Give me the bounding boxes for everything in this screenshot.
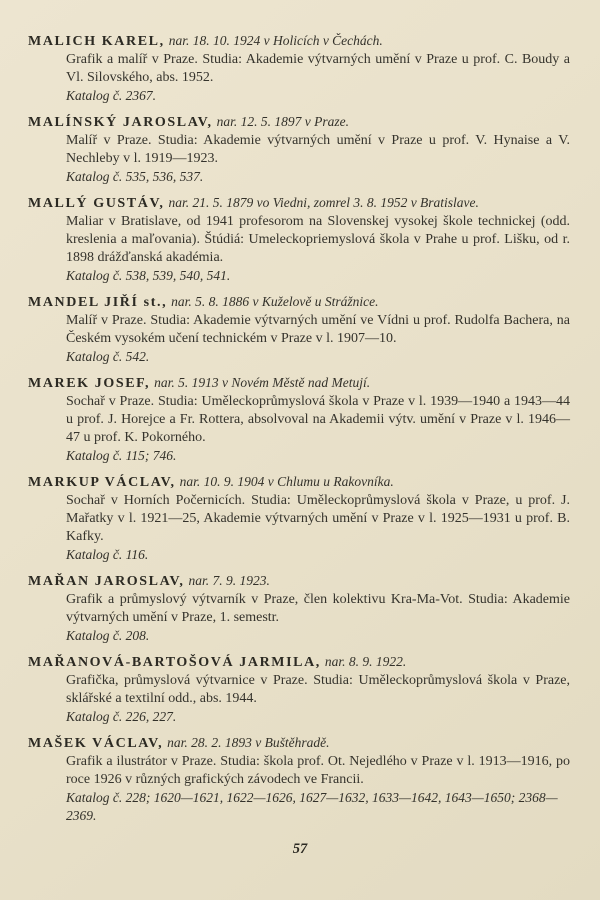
birth-detail: nar. 21. 5. 1879 vo Viedni, zomrel 3. 8. 1952 v Bratislave. xyxy=(168,195,479,210)
catalog-entry xyxy=(28,652,570,726)
entry-header xyxy=(28,472,570,492)
entry-body: Maliar v Bratislave, od 1941 profesorom na Slovenskej vysokej škole technickej (odd. kreslenia a maľovania). Štúdiá: Umeleckopriemyslová škola v Prahe u prof. Lišku, od r. 1898 drážďanská akadémia. xyxy=(66,214,570,265)
artist-name: MALÍNSKÝ JAROSLAV, xyxy=(28,115,213,130)
birth-detail: nar. 5. 1913 v Novém Městě nad Metují. xyxy=(154,375,371,390)
birth-detail: nar. 18. 10. 1924 v Holicích v Čechách. xyxy=(168,33,383,48)
birth-detail: nar. 7. 9. 1923. xyxy=(188,573,270,588)
catalog-reference: Katalog č. 538, 539, 540, 541. xyxy=(66,268,231,283)
entry-header xyxy=(28,193,570,213)
artist-name: MARKUP VÁCLAV, xyxy=(28,475,176,490)
entry-header xyxy=(28,373,570,393)
catalog-reference: Katalog č. 208. xyxy=(66,628,150,643)
artist-name: MAŘAN JAROSLAV, xyxy=(28,574,185,589)
entry-body: Grafik a malíř v Praze. Studia: Akademie výtvarných umění v Praze u prof. C. Boudy a Vl. Silovského, abs. 1952. xyxy=(66,52,570,85)
artist-name: MALICH KAREL, xyxy=(28,34,165,49)
entry-header xyxy=(28,733,570,753)
birth-detail: nar. 12. 5. 1897 v Praze. xyxy=(216,114,350,129)
catalog-reference: Katalog č. 542. xyxy=(66,349,150,364)
catalog-entry xyxy=(28,733,570,825)
entry-body: Malíř v Praze. Studia: Akademie výtvarných umění v Praze u prof. V. Hynaise a V. Nechleby v l. 1919—1923. xyxy=(66,133,570,166)
catalog-reference: Katalog č. 115; 746. xyxy=(66,448,177,463)
entry-body: Grafik a ilustrátor v Praze. Studia: škola prof. Ot. Nejedlého v Praze v l. 1913—1916, po roce 1926 v různých grafických závodech ve Francii. xyxy=(66,754,570,787)
artist-name: MALLÝ GUSTÁV, xyxy=(28,196,165,211)
birth-detail: nar. 8. 9. 1922. xyxy=(324,654,407,669)
birth-detail: nar. 5. 8. 1886 v Kuželově u Strážnice. xyxy=(171,294,379,309)
catalog-entry xyxy=(28,112,570,186)
entry-body: Grafik a průmyslový výtvarník v Praze, člen kolektivu Kra-Ma-Vot. Studia: Akademie výtvarných umění v Praze, 1. semestr. xyxy=(66,592,570,625)
artist-name: MANDEL JIŘÍ st., xyxy=(28,295,168,310)
catalog-entry xyxy=(28,292,570,366)
entry-header xyxy=(28,652,570,672)
birth-detail: nar. 28. 2. 1893 v Buštěhradě. xyxy=(167,735,330,750)
catalog-entry xyxy=(28,472,570,564)
entry-header xyxy=(28,112,570,132)
catalog-reference: Katalog č. 535, 536, 537. xyxy=(66,169,204,184)
entry-body: Grafička, průmyslová výtvarnice v Praze. Studia: Uměleckoprůmyslová škola v Praze, sklářské a textilní odd., abs. 1944. xyxy=(66,673,570,706)
birth-detail: nar. 10. 9. 1904 v Chlumu u Rakovníka. xyxy=(179,474,394,489)
entry-body: Malíř v Praze. Studia: Akademie výtvarných umění ve Vídni u prof. Rudolfa Bachera, na Českém vysokém učení technickém v Praze v l. 1907—10. xyxy=(66,313,570,346)
artist-name: MAREK JOSEF, xyxy=(28,376,151,391)
catalog-reference: Katalog č. 116. xyxy=(66,547,149,562)
entry-body: Sochař v Praze. Studia: Uměleckoprůmyslová škola v Praze v l. 1939—1940 a 1943—44 u prof. J. Horejce a Fr. Rottera, absolvoval na Akademii výtv. umění v Praze v l. 1946—47 u prof. K. Pokorného. xyxy=(66,394,570,445)
catalog-reference: Katalog č. 228; 1620—1621, 1622—1626, 1627—1632, 1633—1642, 1643—1650; 2368—2369. xyxy=(66,790,558,823)
catalog-reference: Katalog č. 2367. xyxy=(66,88,156,103)
artist-name: MAŘANOVÁ-BARTOŠOVÁ JARMILA, xyxy=(28,655,321,670)
entry-body: Sochař v Horních Počernicích. Studia: Uměleckoprůmyslová škola v Praze, u prof. J. Mařatky v l. 1921—25, Akademie výtvarných umění v Praze v l. 1925—1931 u prof. B. Kafky. xyxy=(66,493,570,544)
entry-header xyxy=(28,571,570,591)
catalog-entry xyxy=(28,373,570,465)
entry-header xyxy=(28,31,570,51)
catalog-reference: Katalog č. 226, 227. xyxy=(66,709,177,724)
catalog-entry xyxy=(28,31,570,105)
entry-header xyxy=(28,292,570,312)
entries-list xyxy=(28,31,570,825)
catalog-entry xyxy=(28,571,570,645)
artist-name: MAŠEK VÁCLAV, xyxy=(28,736,164,751)
catalog-entry xyxy=(28,193,570,285)
page-number: 57 xyxy=(292,841,308,857)
